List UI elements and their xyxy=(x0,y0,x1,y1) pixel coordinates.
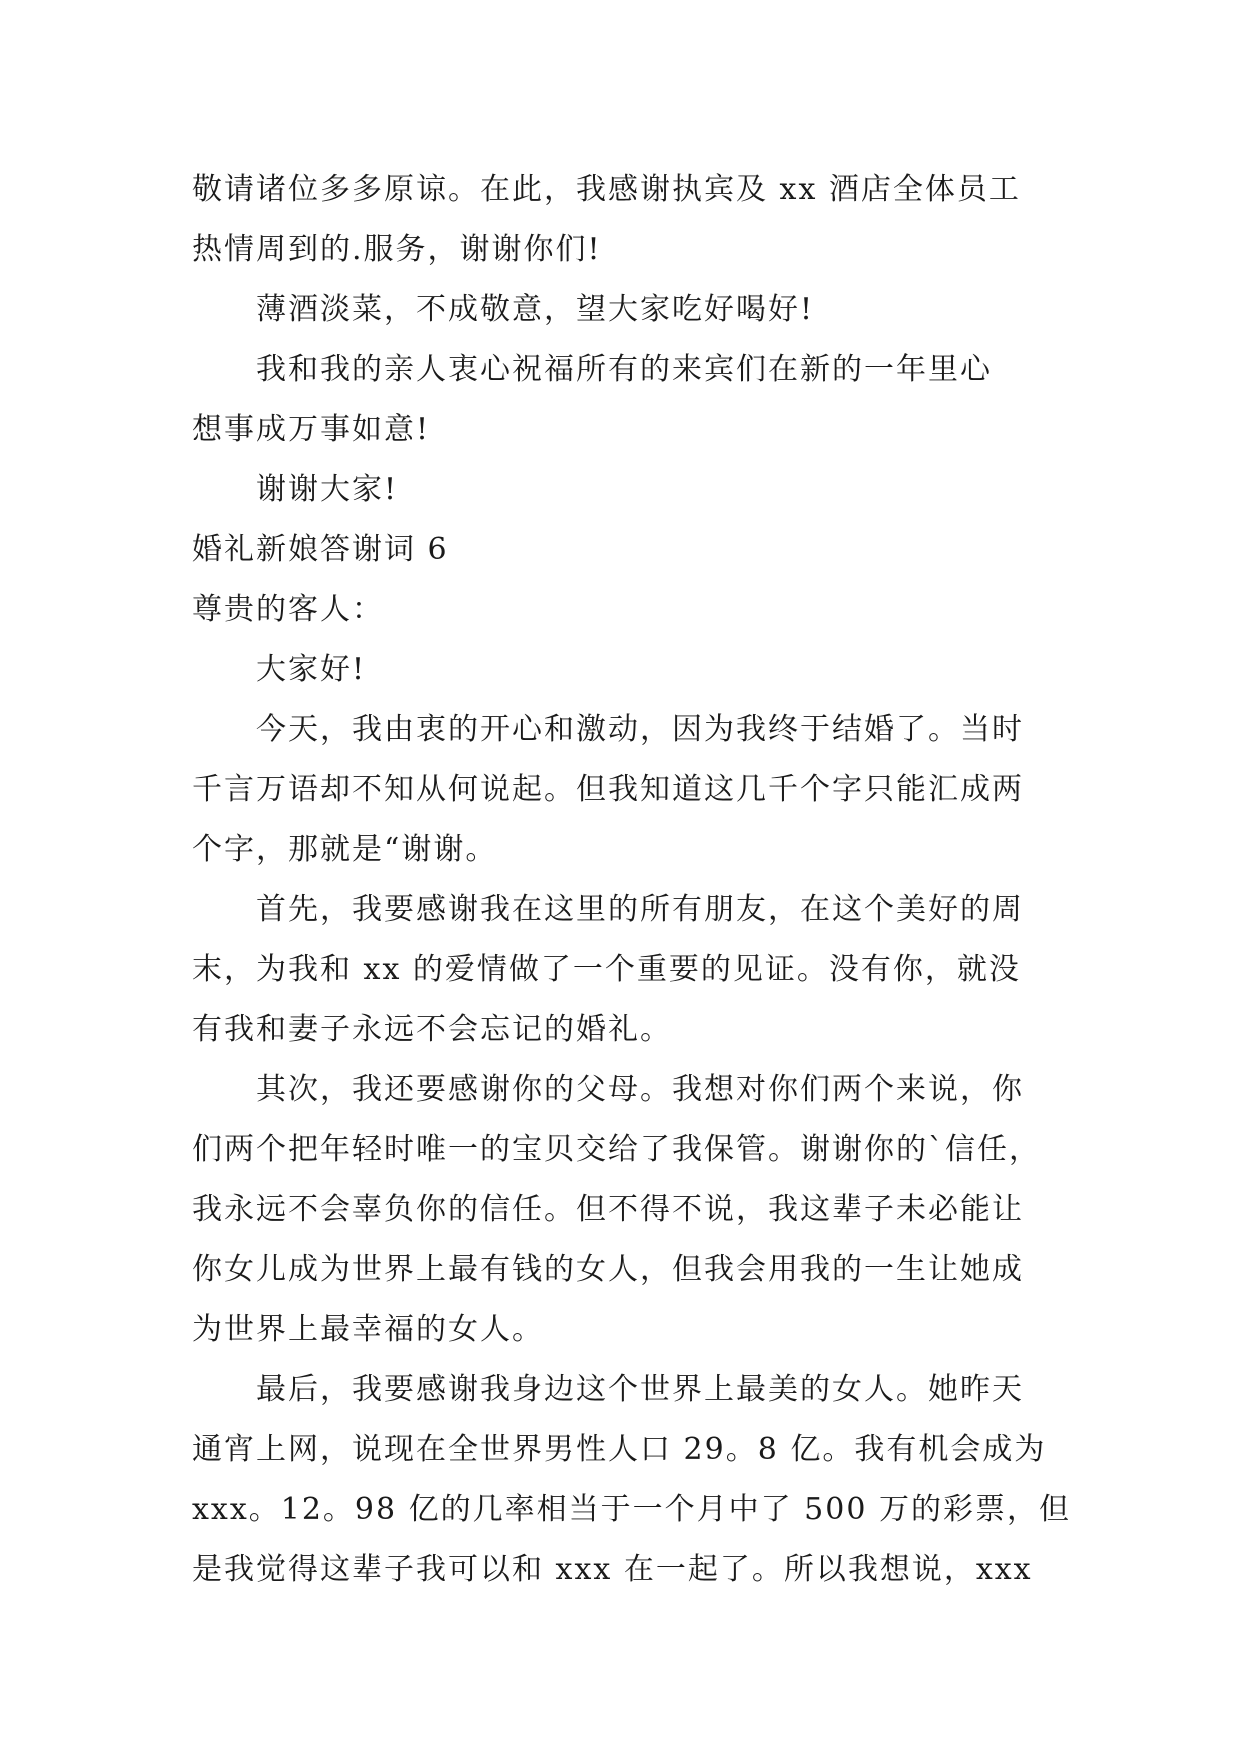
text-line: 你女儿成为世界上最有钱的女人，但我会用我的一生让她成 xyxy=(192,1252,1024,1287)
text-line: 为世界上最幸福的女人。 xyxy=(192,1312,544,1347)
text-line: 大家好! xyxy=(256,652,367,687)
text-line: 今天，我由衷的开心和激动，因为我终于结婚了。当时 xyxy=(256,712,1024,747)
text-line: 首先，我要感谢我在这里的所有朋友，在这个美好的周 xyxy=(256,892,1024,927)
text-line: 我永远不会辜负你的信任。但不得不说，我这辈子未必能让 xyxy=(192,1192,1024,1227)
text-line: 敬请诸位多多原谅。在此，我感谢执宾及 xx 酒店全体员工 xyxy=(192,172,1021,207)
text-line: 想事成万事如意! xyxy=(192,412,431,447)
text-line: 通宵上网，说现在全世界男性人口 29。8 亿。我有机会成为 xyxy=(192,1432,1047,1467)
text-line: 个字，那就是“谢谢。 xyxy=(192,832,498,867)
text-line: 有我和妻子永远不会忘记的婚礼。 xyxy=(192,1012,672,1047)
text-line: 薄酒淡菜，不成敬意，望大家吃好喝好! xyxy=(256,292,815,327)
text-line: 末，为我和 xx 的爱情做了一个重要的见证。没有你，就没 xyxy=(192,952,1021,987)
text-line: 千言万语却不知从何说起。但我知道这几千个字只能汇成两 xyxy=(192,772,1024,807)
text-line: 是我觉得这辈子我可以和 xxx 在一起了。所以我想说，xxx xyxy=(192,1552,1033,1587)
document-body xyxy=(192,160,1071,1600)
text-line: xxx。12。98 亿的几率相当于一个月中了 500 万的彩票，但 xyxy=(192,1492,1071,1527)
text-line: 谢谢大家! xyxy=(256,472,399,507)
text-line: 热情周到的.服务，谢谢你们! xyxy=(192,232,602,267)
salutation: 尊贵的客人： xyxy=(192,592,384,627)
text-line: 最后，我要感谢我身边这个世界上最美的女人。她昨天 xyxy=(256,1372,1024,1407)
section-heading: 婚礼新娘答谢词 6 xyxy=(192,532,449,567)
text-line: 其次，我还要感谢你的父母。我想对你们两个来说，你 xyxy=(256,1072,1024,1107)
text-line: 们两个把年轻时唯一的宝贝交给了我保管。谢谢你的`信任， xyxy=(192,1132,1041,1167)
text-line: 我和我的亲人衷心祝福所有的来宾们在新的一年里心 xyxy=(256,352,992,387)
